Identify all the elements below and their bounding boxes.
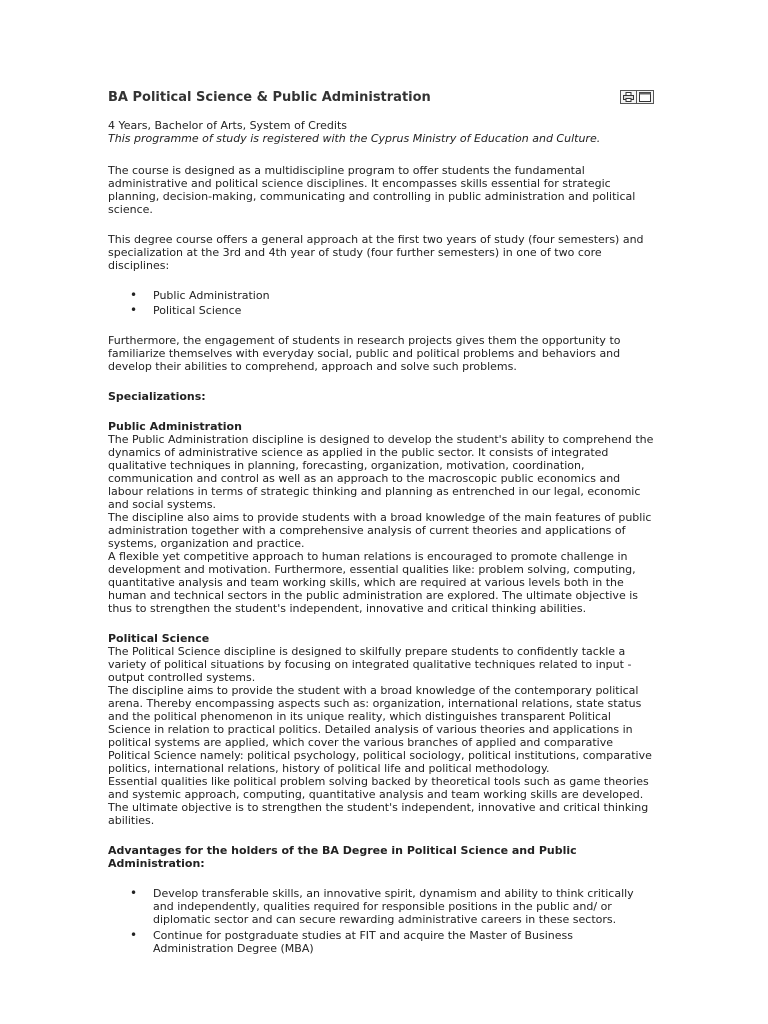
title-row [108, 90, 656, 108]
political-science-paragraph-2: The discipline aims to provide the student with a broad knowledge of the contemporary political arena. Thereby encompassing aspects such as: organization, international relations, state status and the political phenomenon in its unique reality, which distinguishes transparent Political Science in relation to practical politics. Detailed analysis of various theories and applications in political systems are applied, which cover the various branches of applied and comparative Political Science namely: political psychology, political sociology, political institutions, comparative politics, international relations, history of political life and political methodology. [108, 684, 652, 775]
public-administration-title: Public Administration [108, 420, 242, 433]
list-item: • Develop transferable skills, an innovative spirit, dynamism and ability to think critically and independently, qualities required for responsible positions in the public and/ or diplomatic sector and can secure rewarding administrative careers in these sectors. [108, 887, 656, 926]
window-icon [639, 92, 651, 102]
registration-note: This programme of study is registered with the Cyprus Ministry of Education and Culture. [108, 132, 601, 145]
disciplines-list [108, 289, 656, 317]
public-administration-paragraph-2: The discipline also aims to provide students with a broad knowledge of the main features of public administration together with a comprehensive analysis of current theories and applications of systems, organization and practice. [108, 511, 652, 550]
programme-meta [108, 119, 656, 145]
programme-duration: 4 Years, Bachelor of Arts, System of Credits [108, 119, 347, 132]
list-item: • Continue for postgraduate studies at FIT and acquire the Master of Business Administration Degree (MBA) [108, 929, 656, 955]
advantages-list [108, 887, 656, 955]
public-administration-paragraph-1: The Public Administration discipline is designed to develop the student's ability to comprehend the dynamics of administrative science as applied in the public sector. It consists of integrated qualitative techniques in planning, forecasting, organization, motivation, coordination, communication and control as well as an approach to the macroscopic public economics and labour relations in terms of strategic thinking and planning as entrenched in our legal, economic and social systems. [108, 433, 654, 511]
specializations-heading: Specializations: [108, 390, 206, 403]
page-title: BA Political Science & Public Administration [108, 90, 431, 105]
print-button[interactable] [620, 90, 637, 104]
intro-paragraph-3: Furthermore, the engagement of students in research projects gives them the opportunity to familiarize themselves with everyday social, public and political problems and behaviors and develop their abilities to comprehend, approach and solve such problems. [108, 334, 621, 373]
intro-paragraph-2: This degree course offers a general approach at the first two years of study (four semesters) and specialization at the 3rd and 4th year of study (four further semesters) in one of two core disciplines: [108, 233, 644, 272]
printer-icon [623, 92, 634, 102]
political-science-paragraph-3: Essential qualities like political problem solving backed by theoretical tools such as game theories and systemic approach, computing, quantitative analysis and team working skills are developed. The ultimate objective is to strengthen the student's independent, innovative and critical thinking abilities. [108, 775, 649, 827]
advantages-heading: Advantages for the holders of the BA Degree in Political Science and Public Administration: [108, 844, 577, 870]
view-button[interactable] [637, 90, 654, 104]
list-item: • Public Administration [108, 289, 656, 302]
intro-paragraph-1: The course is designed as a multidiscipline program to offer students the fundamental administrative and political science disciplines. It encompasses skills essential for strategic planning, decision-making, communicating and controlling in public administration and political science. [108, 164, 636, 216]
political-science-section [108, 632, 656, 827]
list-item: • Political Science [108, 304, 656, 317]
political-science-paragraph-1: The Political Science discipline is designed to skilfully prepare students to confidently tackle a variety of political situations by focusing on integrated qualitative techniques related to input - output controlled systems. [108, 645, 632, 684]
page-tools [620, 90, 654, 104]
document-page [108, 90, 656, 972]
political-science-title: Political Science [108, 632, 210, 645]
public-administration-paragraph-3: A flexible yet competitive approach to human relations is encouraged to promote challenge in development and motivation. Furthermore, essential qualities like: problem solving, computing, quantitative analysis and team working skills, which are required at various levels both in the human and technical sectors in the public administration are explored. The ultimate objective is thus to strengthen the student's independent, innovative and critical thinking abilities. [108, 550, 638, 615]
public-administration-section [108, 420, 656, 615]
